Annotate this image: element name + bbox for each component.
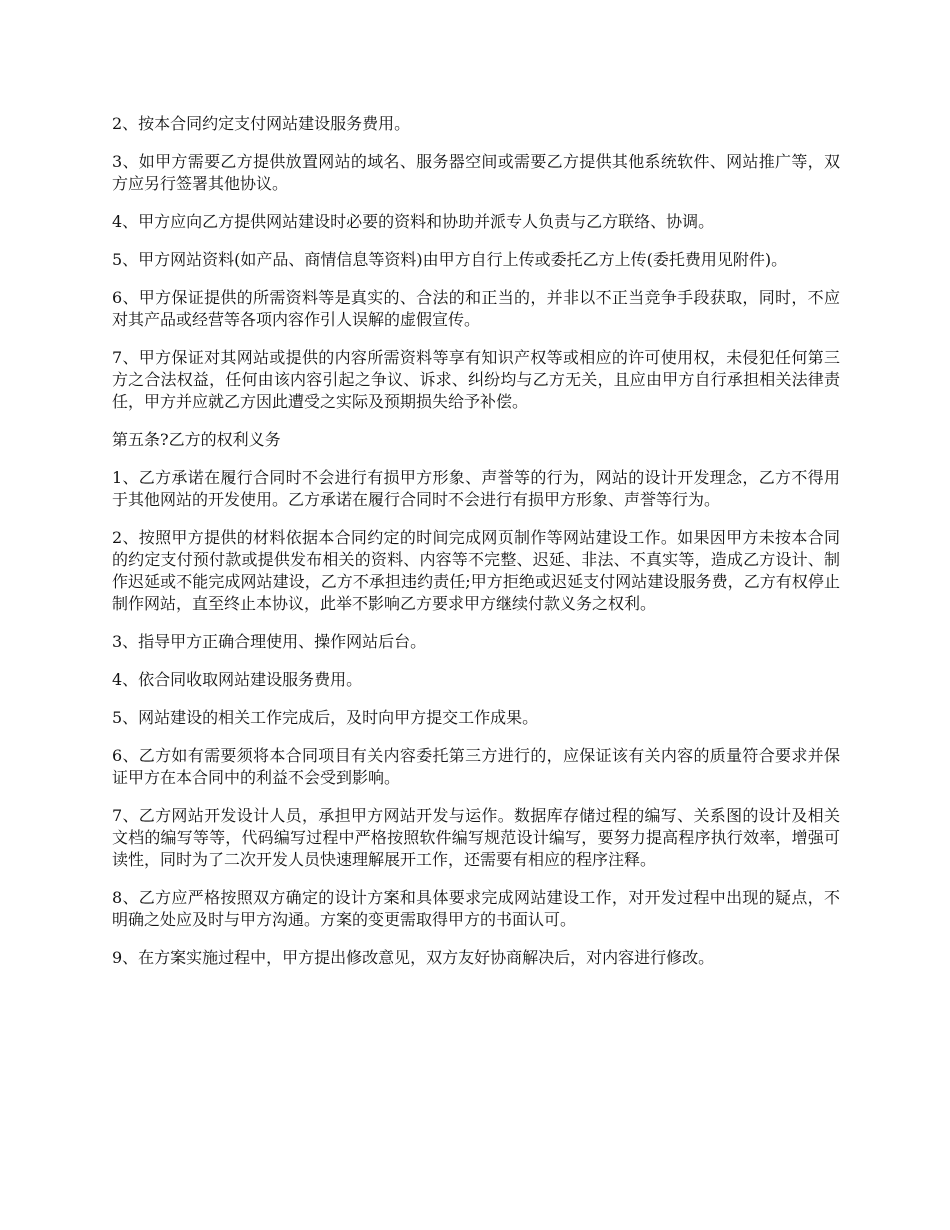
obligation-item-3: 3、指导甲方正确合理使用、操作网站后台。 <box>112 632 427 651</box>
section-heading: 第五条?乙方的权利义务 <box>112 430 281 449</box>
obligation-item-9: 9、在方案实施过程中，甲方提出修改意见，双方友好协商解决后，对内容进行修改。 <box>112 948 715 967</box>
paragraph-item-6: 6、甲方保证提供的所需资料等是真实的、合法的和正当的，并非以不正当竞争手段获取，同时，不应对其产品或经营等各项内容作引人误解的虚假宣传。 <box>112 288 840 329</box>
paragraph-item-2: 2、按本合同约定支付网站建设服务费用。 <box>112 114 411 133</box>
obligation-item-7: 7、乙方网站开发设计人员，承担甲方网站开发与运作。数据库存储过程的编写、关系图的设计及相关文档的编写等等，代码编写过程中严格按照软件编写规范设计编写，要努力提高程序执行效率，增强可读性，同时为了二次开发人员快速理解展开工作，还需要有相应的程序注释。 <box>112 806 840 869</box>
obligation-item-4: 4、依合同收取网站建设服务费用。 <box>112 670 363 689</box>
obligation-item-5: 5、网站建设的相关工作完成后，及时向甲方提交工作成果。 <box>112 708 539 727</box>
document-page <box>112 113 840 985</box>
obligation-item-8: 8、乙方应严格按照双方确定的设计方案和具体要求完成网站建设工作，对开发过程中出现的疑点，不明确之处应及时与甲方沟通。方案的变更需取得甲方的书面认可。 <box>112 888 840 929</box>
obligation-item-6: 6、乙方如有需要须将本合同项目有关内容委托第三方进行的，应保证该有关内容的质量符合要求并保证甲方在本合同中的利益不会受到影响。 <box>112 746 840 787</box>
paragraph-item-5: 5、甲方网站资料(如产品、商情信息等资料)由甲方自行上传或委托乙方上传(委托费用见附件)。 <box>112 250 788 269</box>
paragraph-item-7: 7、甲方保证对其网站或提供的内容所需资料等享有知识产权等或相应的许可使用权，未侵犯任何第三方之合法权益，任何由该内容引起之争议、诉求、纠纷均与乙方无关，且应由甲方自行承担相关法律责任，甲方并应就乙方因此遭受之实际及预期损失给予补偿。 <box>112 348 840 411</box>
paragraph-item-3: 3、如甲方需要乙方提供放置网站的域名、服务器空间或需要乙方提供其他系统软件、网站推广等，双方应另行签署其他协议。 <box>112 152 840 193</box>
paragraph-item-4: 4、甲方应向乙方提供网站建设时必要的资料和协助并派专人负责与乙方联络、协调。 <box>112 212 715 231</box>
obligation-item-2: 2、按照甲方提供的材料依据本合同约定的时间完成网页制作等网站建设工作。如果因甲方未按本合同的约定支付预付款或提供发布相关的资料、内容等不完整、迟延、非法、不真实等，造成乙方设计、制作迟延或不能完成网站建设，乙方不承担违约责任;甲方拒绝或迟延支付网站建设服务费，乙方有权停止制作网站，直至终止本协议，此举不影响乙方要求甲方继续付款义务之权利。 <box>112 528 840 613</box>
obligation-item-1: 1、乙方承诺在履行合同时不会进行有损甲方形象、声誉等的行为，网站的设计开发理念，乙方不得用于其他网站的开发使用。乙方承诺在履行合同时不会进行有损甲方形象、声誉等行为。 <box>112 468 840 509</box>
